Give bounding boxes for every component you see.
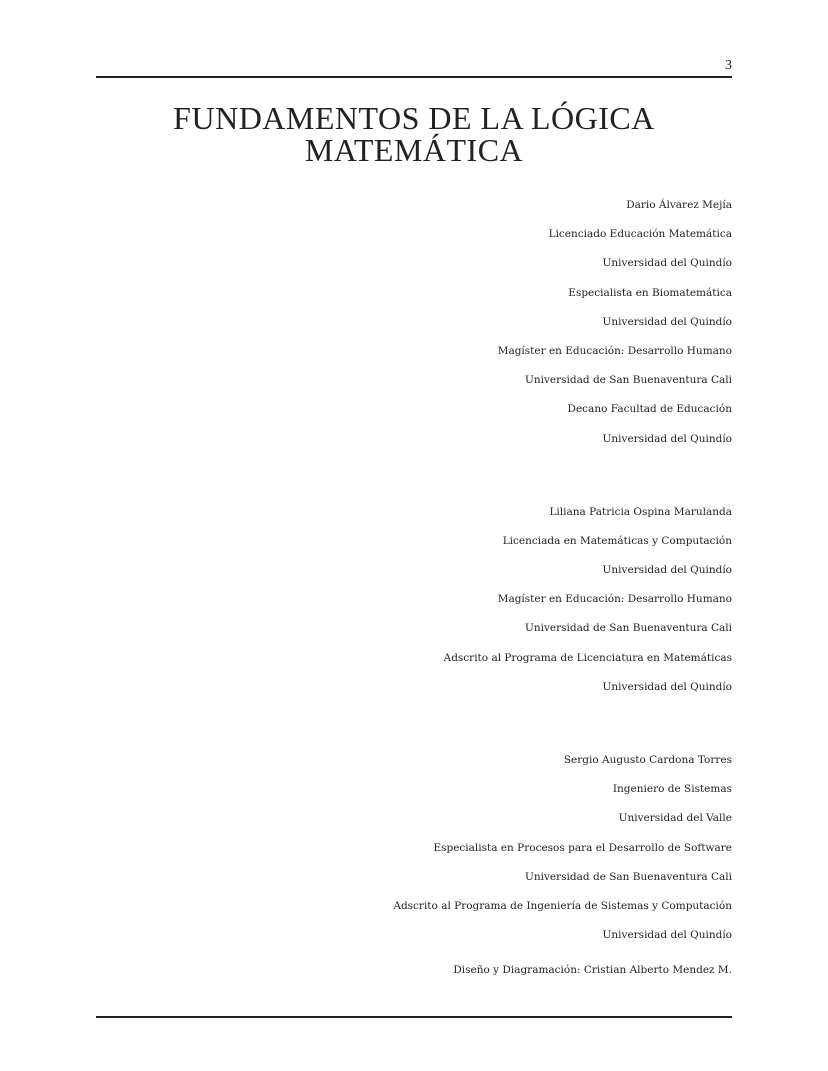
author-2-name: Liliana Patricia Ospina Marulanda <box>549 505 732 518</box>
footer-rule <box>96 1016 732 1018</box>
author-2-credential: Adscrito al Programa de Licenciatura en Matemáticas <box>443 651 732 664</box>
author-1-credential: Universidad del Quindío <box>602 432 732 445</box>
author-1-credential: Licenciado Educación Matemática <box>548 228 732 241</box>
author-1-credential: Universidad de San Buenaventura Cali <box>525 374 732 387</box>
author-1-credential: Universidad del Quindío <box>602 315 732 328</box>
header-rule <box>96 76 732 78</box>
author-separator <box>393 706 732 750</box>
author-2-credential: Universidad del Quindío <box>602 680 732 693</box>
author-3-credential: Universidad de San Buenaventura Cali <box>525 870 732 883</box>
author-3-credential: Universidad del Valle <box>618 812 732 825</box>
author-2-credential: Universidad del Quindío <box>602 564 732 577</box>
author-credits <box>393 195 732 954</box>
title-line-2: MATEMÁTICA <box>304 132 524 168</box>
author-1-credential: Decano Facultad de Educación <box>567 403 732 416</box>
author-3-credential: Especialista en Procesos para el Desarrollo de Software <box>433 841 732 854</box>
author-separator <box>393 458 732 502</box>
author-3-credential: Adscrito al Programa de Ingeniería de Sistemas y Computación <box>393 899 732 912</box>
author-1-credential: Especialista en Biomatemática <box>568 286 732 299</box>
author-3-name: Sergio Augusto Cardona Torres <box>563 754 732 766</box>
page-number: 3 <box>725 58 732 73</box>
book-title <box>96 102 732 166</box>
author-3-credential: Universidad del Quindío <box>602 929 732 942</box>
author-2-credential: Universidad de San Buenaventura Cali <box>525 622 732 635</box>
author-1-name: Dario Álvarez Mejía <box>626 199 732 211</box>
author-1-credential: Magíster en Educación: Desarrollo Humano <box>497 344 732 357</box>
design-credit: Diseño y Diagramación: Cristian Alberto Mendez M. <box>453 964 732 976</box>
title-line-1: FUNDAMENTOS DE LA LÓGICA <box>173 100 655 136</box>
author-3-credential: Ingeniero de Sistemas <box>612 783 732 796</box>
author-2-credential: Magíster en Educación: Desarrollo Humano <box>497 593 732 606</box>
author-2-credential: Licenciada en Matemáticas y Computación <box>502 534 732 547</box>
author-1-credential: Universidad del Quindío <box>602 257 732 270</box>
